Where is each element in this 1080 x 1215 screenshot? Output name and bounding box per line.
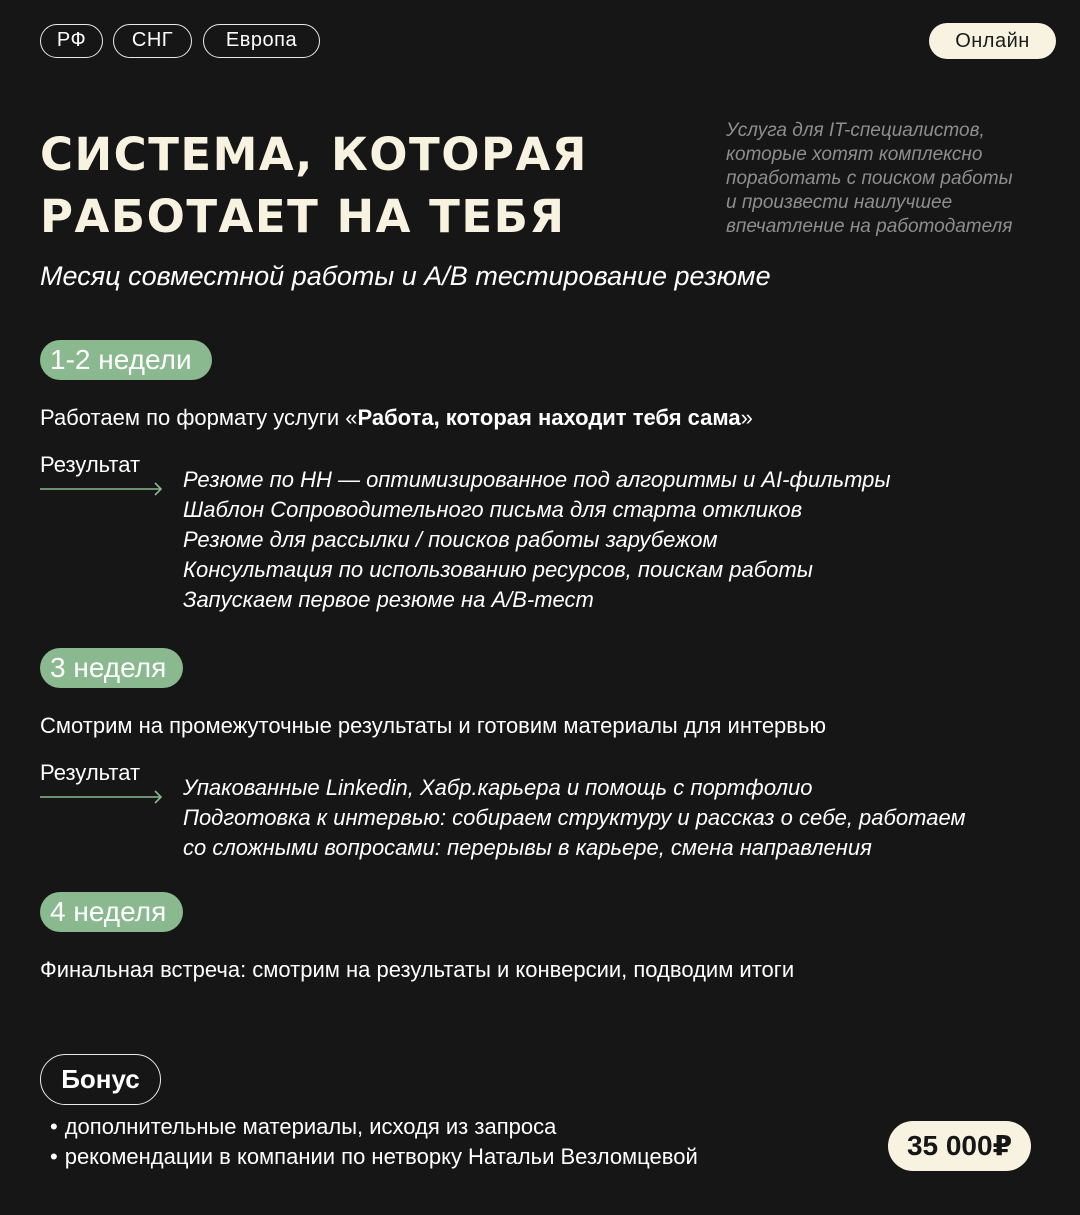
list-item: Шаблон Сопроводительного письма для старта откликов bbox=[183, 497, 803, 522]
bonus-label: Бонус bbox=[40, 1054, 161, 1105]
list-item: Консультация по использованию ресурсов, поискам работы bbox=[183, 557, 813, 582]
arrow-right-icon bbox=[40, 790, 164, 804]
list-item: Подготовка к интервью: собираем структуру и рассказ о себе, работаем bbox=[183, 805, 966, 830]
service-name: Работа, которая находит тебя сама bbox=[357, 405, 741, 430]
page-title bbox=[40, 124, 700, 248]
list-item: Упакованные Linkedin, Хабр.карьера и помощь с портфолио bbox=[183, 775, 813, 800]
aside-line: впечатление на работодателя bbox=[726, 216, 1013, 237]
aside-line: поработать с поиском работы bbox=[726, 168, 1013, 189]
title-line-2: РАБОТАЕТ НА ТЕБЯ bbox=[40, 190, 566, 243]
week-1-2-results bbox=[183, 465, 891, 615]
aside-line: которые хотят комплексно bbox=[726, 144, 983, 165]
list-item: Резюме для рассылки / поисков работы зарубежом bbox=[183, 527, 718, 552]
list-item: Запускаем первое резюме на A/B-тест bbox=[183, 587, 594, 612]
region-tag-sng: СНГ bbox=[113, 24, 192, 58]
list-item: • дополнительные материалы, исходя из запроса bbox=[50, 1112, 698, 1142]
week-3-badge: 3 неделя bbox=[40, 648, 183, 688]
page-subtitle: Месяц совместной работы и A/B тестирование резюме bbox=[40, 261, 771, 291]
week-1-2-description: Работаем по формату услуги «Работа, которая находит тебя сама» bbox=[40, 405, 753, 430]
week-4-description: Финальная встреча: смотрим на результаты и конверсии, подводим итоги bbox=[40, 957, 795, 982]
region-tag-rf: РФ bbox=[40, 24, 103, 58]
price-badge: 35 000₽ bbox=[888, 1121, 1031, 1171]
list-item: со сложными вопросами: перерывы в карьере, смена направления bbox=[183, 835, 872, 860]
week-1-2-badge: 1-2 недели bbox=[40, 340, 212, 380]
list-item: • рекомендации в компании по нетворку Натальи Везломцевой bbox=[50, 1142, 698, 1172]
aside-line: Услуга для IT-специалистов, bbox=[726, 120, 985, 141]
service-description bbox=[726, 119, 1046, 239]
aside-line: и произвести наилучшее bbox=[726, 192, 953, 213]
result-label: Результат bbox=[40, 760, 141, 785]
list-item: Резюме по HH — оптимизированное под алгоритмы и AI-фильтры bbox=[183, 467, 891, 492]
online-badge: Онлайн bbox=[929, 23, 1056, 59]
week-4-badge: 4 неделя bbox=[40, 892, 183, 932]
result-label: Результат bbox=[40, 452, 141, 477]
arrow-right-icon bbox=[40, 482, 164, 496]
week-3-description: Смотрим на промежуточные результаты и готовим материалы для интервью bbox=[40, 713, 826, 738]
region-tag-europe: Европа bbox=[203, 24, 320, 58]
title-line-1: СИСТЕМА, КОТОРАЯ bbox=[40, 128, 588, 181]
week-3-results bbox=[183, 773, 966, 863]
bonus-list bbox=[50, 1112, 698, 1172]
